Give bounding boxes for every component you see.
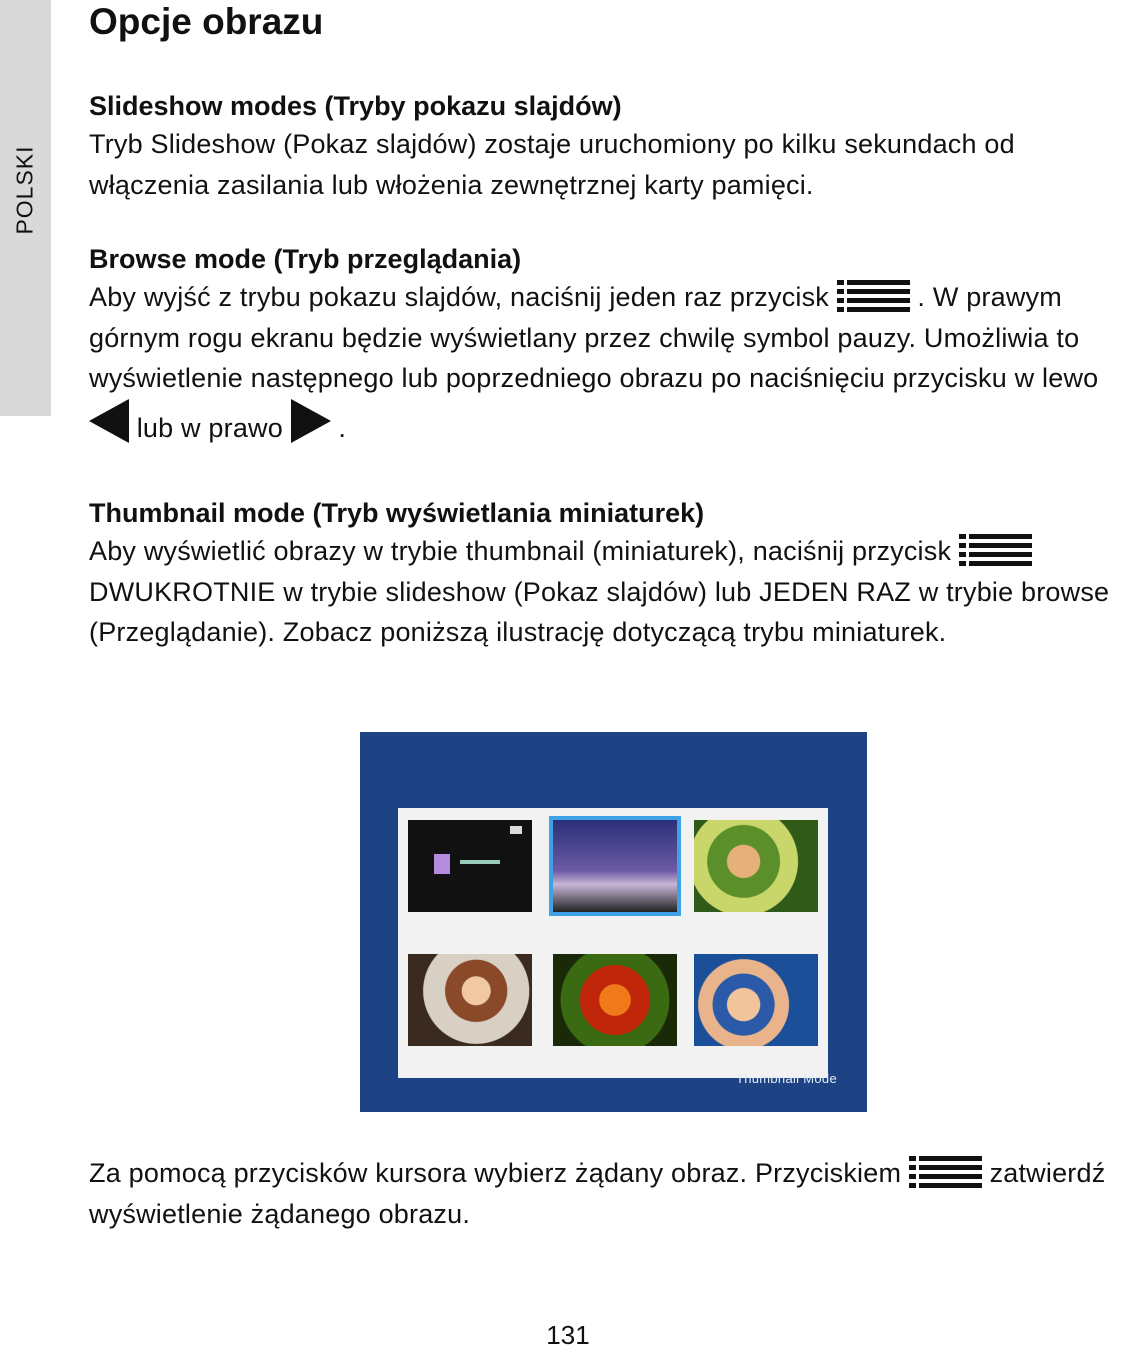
thumbnail-mode-caption: Thumbnail Mode <box>735 1071 837 1086</box>
thumbnail-kids-faces <box>694 954 818 1046</box>
logo-icon <box>434 854 450 874</box>
menu-button-icon <box>959 532 1032 566</box>
thumbnail-body <box>89 531 1136 653</box>
browse-heading: Browse mode (Tryb przeglądania) <box>89 244 522 274</box>
cursor-text-1: Za pomocą przycisków kursora wybierz żądany obraz. Przyciskiem <box>89 1158 902 1188</box>
language-side-tab <box>0 0 51 416</box>
browse-text-4: . <box>338 412 347 443</box>
thumbnail-text-1: Aby wyświetlić obrazy w trybie thumbnail (miniaturek), naciśnij przycisk <box>89 536 952 566</box>
cursor-text-2: zatwierdź wyświetlenie żądanego obrazu. <box>89 1158 1106 1229</box>
thumbnail-flowers <box>553 954 677 1046</box>
browse-text-1: Aby wyjść z trybu pokazu slajdów, naciśnij jeden raz przycisk <box>89 282 830 312</box>
thumbnail-menu-screen <box>408 820 532 912</box>
browse-section <box>89 241 1136 448</box>
browse-text-3: lub w prawo <box>136 412 283 443</box>
thumbnail-text-2: DWUKROTNIE w trybie slideshow (Pokaz slajdów) lub JEDEN RAZ w trybie browse (Przeglądanie). Zobacz poniższą ilustrację dotyczącą trybu miniaturek. <box>89 576 1110 647</box>
left-arrow-icon <box>89 399 129 443</box>
page-title: Opcje obrazu <box>89 1 324 42</box>
cursor-body <box>89 1153 1136 1234</box>
thumbnail-bottles-selected <box>553 820 677 912</box>
slideshow-heading: Slideshow modes (Tryby pokazu slajdów) <box>89 91 622 121</box>
mini-text <box>460 860 500 864</box>
menu-button-icon <box>909 1154 982 1188</box>
thumbnail-children <box>694 820 818 912</box>
thumbnail-heading: Thumbnail mode (Tryb wyświetlania miniaturek) <box>89 498 705 528</box>
right-arrow-icon <box>291 399 331 443</box>
thumbnail-family <box>408 954 532 1046</box>
menu-button-icon <box>837 278 910 312</box>
page-number: 131 <box>546 1320 590 1350</box>
browse-text-2: . W prawym górnym rogu ekranu będzie wyświetlany przez chwilę symbol pauzy. Umożliwia to wyświetlenie następnego lub poprzedniego obrazu po naciśnięciu przycisku w lewo <box>89 282 1099 393</box>
slideshow-body: Tryb Slideshow (Pokaz slajdów) zostaje uruchomiony po kilku sekundach od włączenia zasilania lub włożenia zewnętrznej karty pamięci. <box>89 129 1015 200</box>
slideshow-section <box>89 88 1136 205</box>
browse-body <box>89 277 1136 448</box>
cursor-section <box>89 1153 1136 1234</box>
thumbnail-mode-illustration <box>360 732 867 1112</box>
side-tab-label: POLSKI <box>11 145 38 235</box>
thumbnail-grid <box>398 808 828 1078</box>
badge-icon <box>510 826 522 834</box>
thumbnail-section <box>89 495 1136 653</box>
